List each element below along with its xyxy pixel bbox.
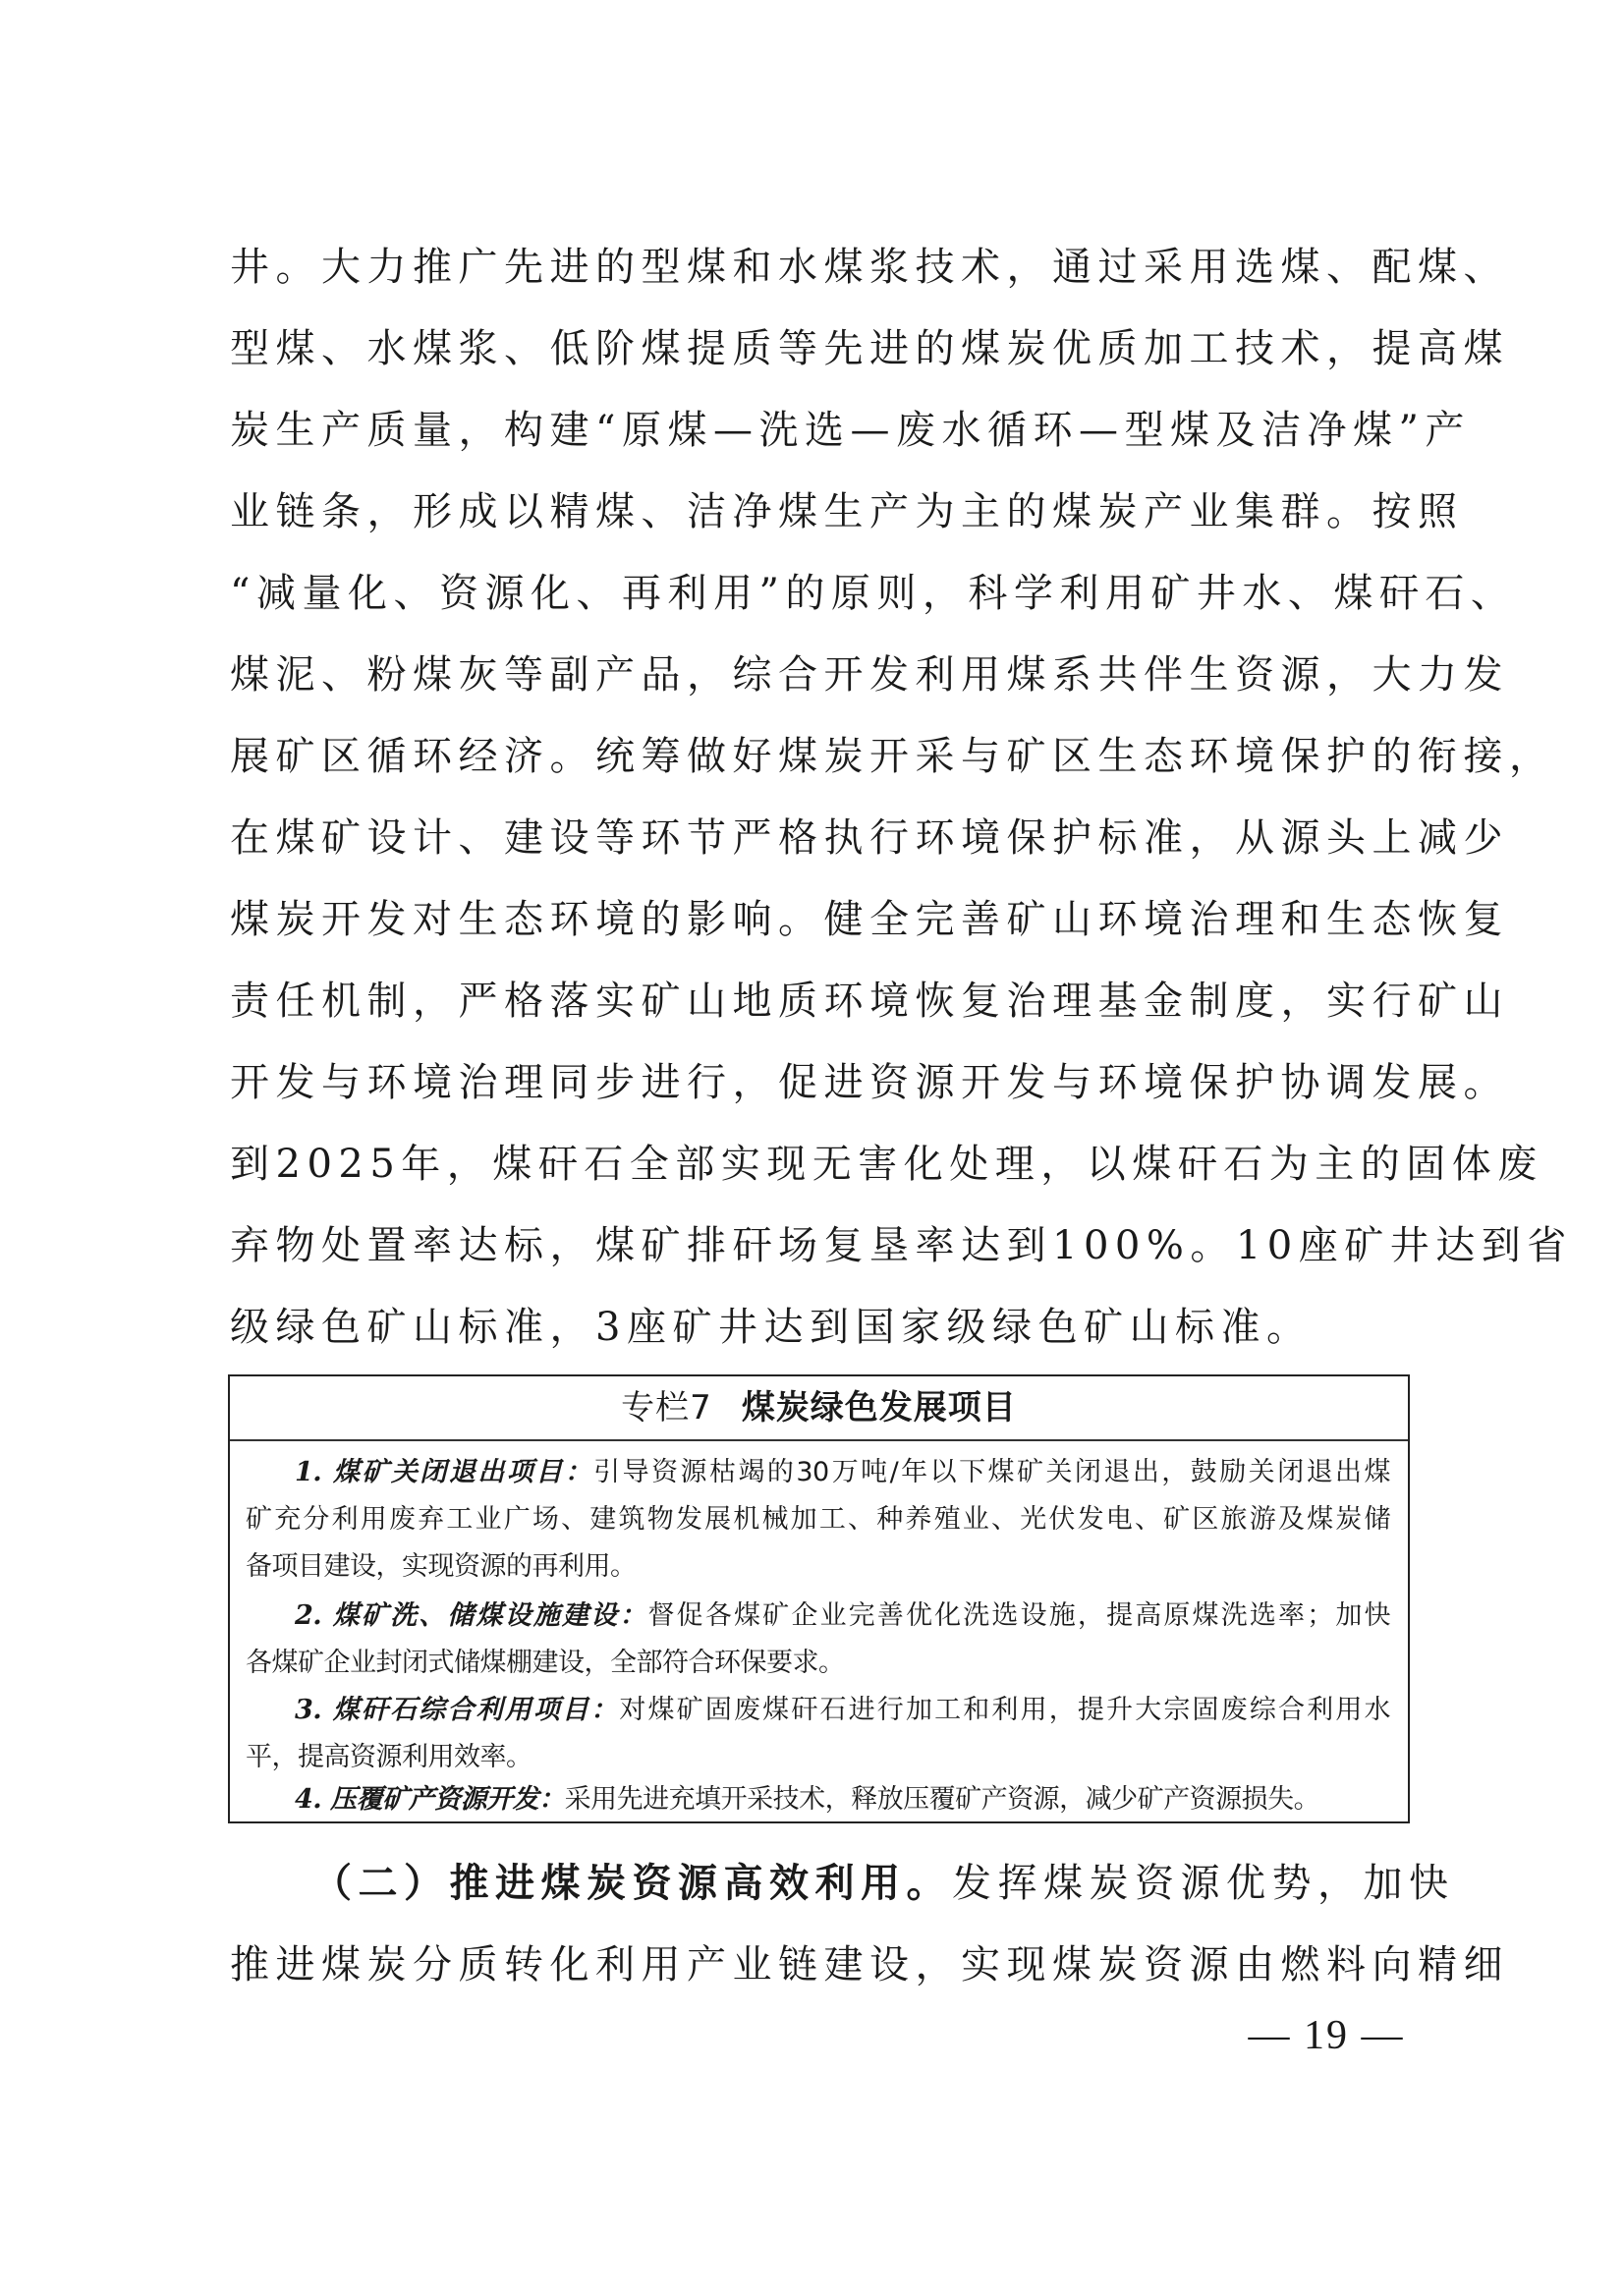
box-item-2 [295, 1598, 1390, 1634]
box-item-text-line: 备项目建设，实现资源的再利用。 [246, 1551, 637, 1582]
body-text-line: “减量化、资源化、再利用”的原则，科学利用矿井水、煤矸石、 [230, 571, 1517, 616]
column-box-header [230, 1376, 1408, 1441]
section-text: 发挥煤炭资源优势，加快 [952, 1861, 1455, 1906]
body-text-line: 型煤、水煤浆、低阶煤提质等先进的煤炭优质加工技术，提高煤 [230, 326, 1509, 371]
body-text-line: 到2025年，煤矸石全部实现无害化处理，以煤矸石为主的固体废 [230, 1142, 1543, 1187]
box-item-3 [295, 1693, 1390, 1728]
box-item-heading: 3. 煤矸石综合利用项目： [295, 1695, 620, 1725]
box-item-text: 对煤矿固废煤矸石进行加工和利用，提升大宗固废综合利用水 [619, 1695, 1390, 1725]
box-item-text: 引导资源枯竭的30万吨/年以下煤矿关闭退出，鼓励关闭退出煤 [593, 1457, 1390, 1487]
body-text-line: 推进煤炭分质转化利用产业链建设，实现煤炭资源由燃料向精细 [230, 1942, 1509, 1987]
column-box-title: 煤炭绿色发展项目 [741, 1388, 1017, 1427]
box-item-text: 督促各煤矿企业完善优化洗选设施，提高原煤洗选率；加快 [647, 1600, 1391, 1631]
body-text-line: 开发与环境治理同步进行，促进资源开发与环境保护协调发展。 [230, 1060, 1509, 1105]
page-number: — 19 — [1248, 2013, 1405, 2058]
box-item-text-line: 各煤矿企业封闭式储煤棚建设，全部符合环保要求。 [246, 1648, 845, 1678]
body-text-line: 煤泥、粉煤灰等副产品，综合开发利用煤系共伴生资源，大力发 [230, 652, 1509, 698]
box-item-text: 采用先进充填开采技术，释放压覆矿产资源，减少矿产资源损失。 [564, 1784, 1320, 1815]
section-heading: （二）推进煤炭资源高效利用。 [312, 1861, 952, 1906]
box-item-4 [295, 1782, 1390, 1818]
body-text-line: 业链条，形成以精煤、洁净煤生产为主的煤炭产业集群。按照 [230, 489, 1464, 534]
column-box-label: 专栏7 [621, 1388, 712, 1427]
body-text-line: 展矿区循环经济。统筹做好煤炭开采与矿区生态环境保护的衔接， [230, 734, 1555, 779]
body-text-line: 炭生产质量，构建“原煤—洗选—废水循环—型煤及洁净煤”产 [230, 408, 1471, 453]
body-text-line: 弃物处置率达标，煤矿排矸场复垦率达到100%。10座矿井达到省 [230, 1223, 1573, 1268]
box-item-1 [295, 1455, 1390, 1490]
body-text-line: 煤炭开发对生态环境的影响。健全完善矿山环境治理和生态恢复 [230, 897, 1509, 942]
body-text-line: 在煤矿设计、建设等环节严格执行环境保护标准，从源头上减少 [230, 815, 1509, 861]
box-item-heading: 2. 煤矿洗、储煤设施建设： [295, 1600, 648, 1631]
body-text-line: 责任机制，严格落实矿山地质环境恢复治理基金制度，实行矿山 [230, 979, 1509, 1024]
column-box [228, 1374, 1410, 1823]
box-item-heading: 4. 压覆矿产资源开发： [295, 1784, 565, 1815]
box-item-text-line: 矿充分利用废弃工业广场、建筑物发展机械加工、种养殖业、光伏发电、矿区旅游及煤炭储 [246, 1504, 1390, 1535]
body-text-line: 井。大力推广先进的型煤和水煤浆技术，通过采用选煤、配煤、 [230, 245, 1509, 290]
body-text-line: 级绿色矿山标准，3座矿井达到国家级绿色矿山标准。 [230, 1305, 1313, 1350]
box-item-heading: 1. 煤矿关闭退出项目： [295, 1457, 594, 1487]
box-item-text-line: 平，提高资源利用效率。 [246, 1742, 532, 1772]
section-heading-line [312, 1860, 1455, 1907]
